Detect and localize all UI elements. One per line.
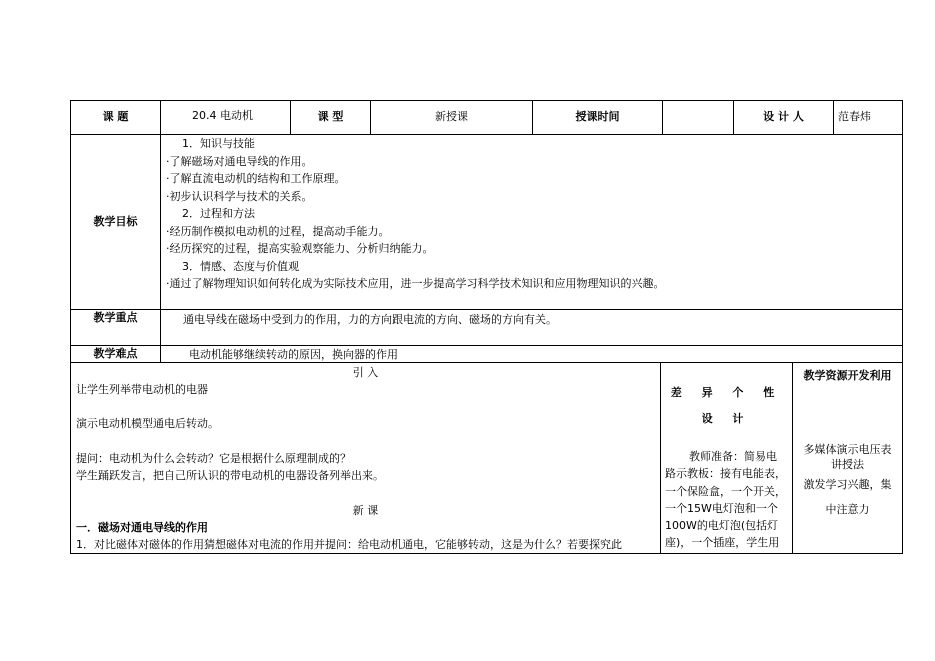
objective-line: ·了解直流电动机的结构和工作原理。 bbox=[166, 172, 346, 185]
section-title: 一．磁场对通电导线的作用 bbox=[76, 521, 208, 534]
resource-line: 讲授法 bbox=[831, 458, 864, 471]
designer-label: 设 计 人 bbox=[763, 110, 804, 123]
design-line: 100W的电灯泡(包括灯 bbox=[665, 519, 779, 532]
objectives-label: 教学目标 bbox=[93, 215, 138, 228]
process-line: 让学生列举带电动机的电器 bbox=[76, 383, 208, 396]
subject-label: 课 题 bbox=[102, 110, 129, 123]
process-line: 演示电动机模型通电后转动。 bbox=[76, 417, 219, 430]
difficulty-text: 电动机能够继续转动的原因，换向器的作用 bbox=[189, 348, 398, 361]
process-line: 学生踊跃发言，把自己所认识的带电动机的电器设备列举出来。 bbox=[76, 469, 384, 482]
design-line: 一个15W电灯泡和一个 bbox=[665, 502, 778, 515]
objective-line: ·通过了解物理知识如何转化成为实际技术应用，进一步提高学习科学技术知识和应用物理知识的兴趣。 bbox=[166, 277, 665, 290]
design-line: 教师准备：简易电 bbox=[689, 450, 777, 463]
process-line: 提问：电动机为什么会转动？它是根据什么原理制成的？ bbox=[76, 452, 351, 465]
subject-value: 20.4 电动机 bbox=[192, 109, 253, 122]
key-point-label: 教学重点 bbox=[93, 311, 138, 324]
resources-heading: 教学资源开发利用 bbox=[803, 369, 892, 382]
design-line: 一个保险盒，一个开关， bbox=[665, 485, 786, 498]
design-heading-1: 差 异 个 性 bbox=[670, 386, 783, 399]
objective-line: ·初步认识科学与技术的关系。 bbox=[166, 190, 313, 203]
intro-heading: 引 入 bbox=[352, 366, 379, 379]
design-heading-2: 设 计 bbox=[701, 412, 752, 425]
type-label: 课 型 bbox=[317, 110, 344, 123]
objective-line: ·经历探究的过程，提高实验观察能力、分析归纳能力。 bbox=[166, 242, 434, 255]
objective-line: ·了解磁场对通电导线的作用。 bbox=[166, 155, 313, 168]
section-line: 1．对比磁体对磁体的作用猜想磁体对电流的作用并提问：给电动机通电，它能够转动，这是为什么？若要探究此 bbox=[76, 538, 622, 551]
resource-line: 中注意力 bbox=[825, 503, 870, 516]
objective-line: 3．情感、态度与价值观 bbox=[182, 260, 299, 273]
objective-line: 2．过程和方法 bbox=[182, 207, 255, 220]
design-line: 路示教板：接有电能表， bbox=[665, 467, 786, 480]
objective-line: ·经历制作模拟电动机的过程，提高动手能力。 bbox=[166, 225, 390, 238]
designer-value: 范春炜 bbox=[838, 110, 871, 123]
new-lesson-heading: 新 课 bbox=[352, 504, 379, 517]
resource-line: 多媒体演示电压表 bbox=[803, 443, 892, 456]
design-line: 座)，一个插座，学生用 bbox=[665, 536, 780, 549]
objective-line: 1．知识与技能 bbox=[182, 137, 255, 150]
difficulty-label: 教学难点 bbox=[93, 347, 138, 360]
type-value: 新授课 bbox=[435, 110, 468, 123]
resource-line: 激发学习兴趣，集 bbox=[803, 478, 892, 491]
key-point-text: 通电导线在磁场中受到力的作用，力的方向跟电流的方向、磁场的方向有关。 bbox=[183, 313, 557, 326]
time-label: 授课时间 bbox=[575, 110, 620, 123]
